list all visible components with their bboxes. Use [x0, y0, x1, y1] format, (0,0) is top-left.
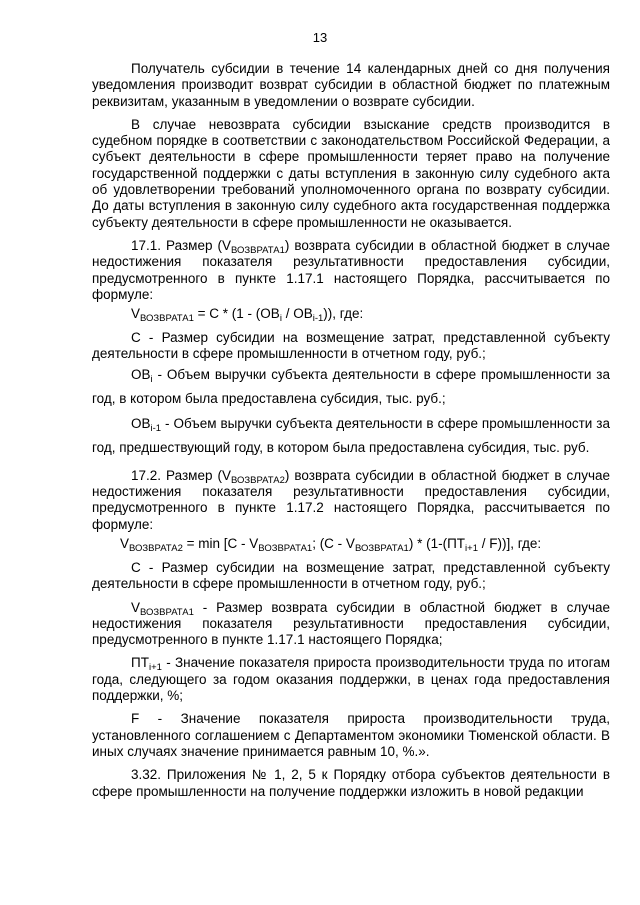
formula-17-1: $V_{ВОЗВРАТА1} = C * (1 - (OB_i / OB_{i-1}))$, где:: [131, 306, 364, 325]
definition-c-17-1: C - Размер субсидии на возмещение затрат, представленной субъекту деятельности в сфере промышленности в отчетном году, руб.;: [92, 330, 610, 362]
definition-pt: $ПТ_{i+1}$ - Значение показателя прироста производительности труда по итогам года, следующего за годом оказания поддержки, в ценах года предоставления поддержки, %;: [92, 655, 610, 704]
definition-obi: $OB_i$ - Объем выручки субъекта деятельности в сфере промышленности за год, в котором была предоставлена субсидия, тыс. руб.;: [92, 366, 610, 407]
formula-17-2: $V_{ВОЗВРАТА2} = \min [C - V_{ВОЗВРАТА1}$; $(C - V_{ВОЗВРАТА1}) * (1-(ПТ_{i+1} / F))$], где:: [120, 535, 542, 554]
document-body: [92, 61, 610, 800]
paragraph-refund-deadline: Получатель субсидии в течение 14 календарных дней со дня получения уведомления производит возврат субсидии в областной бюджет по платежным реквизитам, указанным в уведомлении о возврате субсидии.: [92, 61, 610, 109]
paragraph-17-2-intro: 17.2. Размер $(V_{ВОЗВРАТА2})$ возврата субсидии в областной бюджет в случае недостижения показателя результативности предоставления субсидии, предусмотренного в пункте 1.17.2 настоящего Порядка, рассчитывается по формуле:: [92, 467, 610, 532]
paragraph-3-32: 3.32. Приложения № 1, 2, 5 к Порядку отбора субъектов деятельности в сфере промышленности на получение поддержки изложить в новой редакции: [92, 767, 610, 799]
definition-c-17-2: C - Размер субсидии на возмещение затрат, представленной субъекту деятельности в сфере промышленности в отчетном году, руб.;: [92, 559, 610, 592]
page-number: 13: [312, 30, 328, 45]
definition-obi-1: $OB_{i-1}$ - Объем выручки субъекта деятельности в сфере промышленности за год, предшествующий году, в котором была предоставлена субсидия, тыс. руб.: [92, 415, 610, 456]
paragraph-17-1-intro: 17.1. Размер $(V_{ВОЗВРАТА1})$ возврата субсидии в областной бюджет в случае недостижения показателя результативности предоставления субсидии, предусмотренного в пункте 1.17.1 настоящего Порядка, рассчитывается по формуле:: [92, 237, 610, 302]
definition-f: F - Значение показателя прироста производительности труда, установленного соглашением с Департаментом экономики Тюменской области. В иных случаях значение принимается равным 10, %.».: [92, 711, 610, 759]
definition-v-vozvrata1: $V_{ВОЗВРАТА1}$ - Размер возврата субсидии в областной бюджет в случае недостижения показателя результативности предоставления субсидии, предусмотренного в пункте 1.17.1 настоящего Порядка;: [92, 599, 610, 648]
paragraph-non-refund: В случае невозврата субсидии взыскание средств производится в судебном порядке в соответствии с законодательством Российской Федерации, а субъект деятельности в сфере промышленности теряет право на получение государственной поддержки с даты вступления в законную силу судебного акта об удовлетворении требований уполномоченного органа по возврату субсидии. До даты вступления в законную силу судебного акта государственная поддержка субъекту деятельности в сфере промышленности не оказывается.: [92, 116, 610, 230]
